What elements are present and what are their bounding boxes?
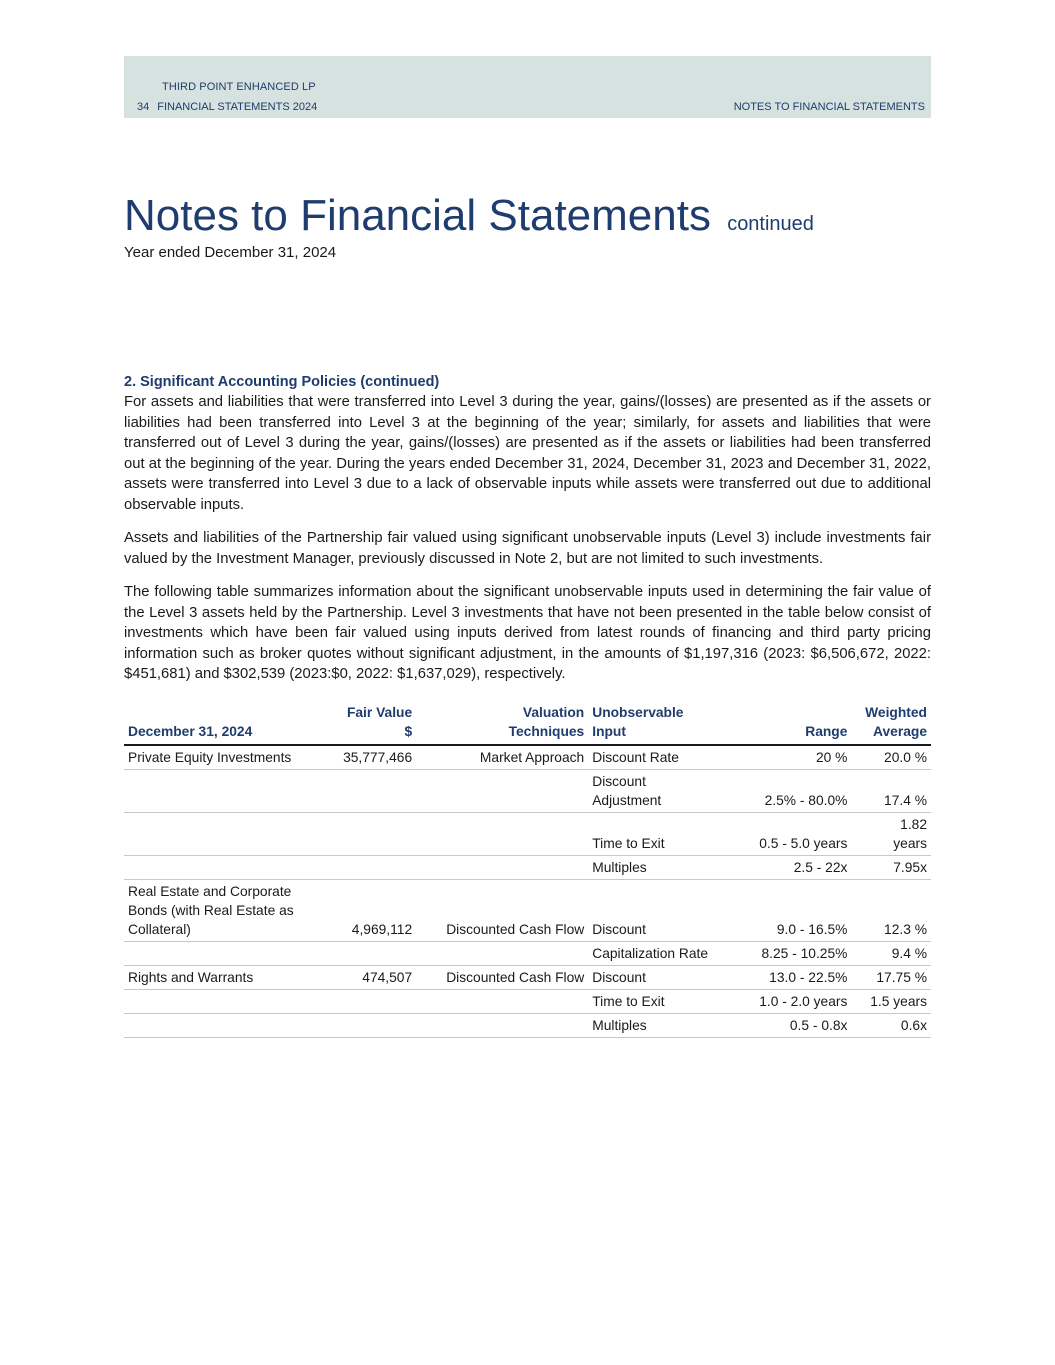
cell-unobservable-input: Discount Rate — [588, 745, 728, 770]
table-row — [124, 965, 931, 989]
section-heading: 2. Significant Accounting Policies (continued) — [124, 374, 440, 390]
cell-valuation-technique: Discounted Cash Flow — [416, 879, 588, 941]
cell-fair-value: 474,507 — [313, 965, 416, 989]
cell-unobservable-input: Discount Adjustment — [588, 769, 728, 812]
cell-fair-value — [313, 1013, 416, 1037]
column-header-valuation-techniques: Valuation Techniques — [416, 703, 588, 745]
cell-range: 0.5 - 0.8x — [728, 1013, 851, 1037]
cell-valuation-technique: Discounted Cash Flow — [416, 965, 588, 989]
cell-unobservable-input: Discount — [588, 965, 728, 989]
column-header-unobservable-input: Unobservable Input — [588, 703, 728, 745]
cell-range: 20 % — [728, 745, 851, 770]
unobservable-inputs-table — [124, 703, 931, 1038]
cell-range: 2.5% - 80.0% — [728, 769, 851, 812]
table-header-row — [124, 703, 931, 745]
cell-unobservable-input: Multiples — [588, 1013, 728, 1037]
cell-fair-value: 35,777,466 — [313, 745, 416, 770]
cell-unobservable-input: Capitalization Rate — [588, 941, 728, 965]
cell-weighted-average: 7.95x — [851, 855, 931, 879]
cell-range: 2.5 - 22x — [728, 855, 851, 879]
cell-weighted-average: 17.4 % — [851, 769, 931, 812]
header-company-name: THIRD POINT ENHANCED LP — [162, 81, 316, 93]
cell-fair-value — [313, 989, 416, 1013]
cell-fair-value — [313, 769, 416, 812]
header-page-info — [137, 101, 317, 113]
cell-weighted-average: 9.4 % — [851, 941, 931, 965]
table-row — [124, 812, 931, 855]
cell-valuation-technique — [416, 812, 588, 855]
cell-weighted-average: 17.75 % — [851, 965, 931, 989]
cell-unobservable-input: Multiples — [588, 855, 728, 879]
cell-asset-class — [124, 989, 313, 1013]
cell-asset-class — [124, 1013, 313, 1037]
paragraph-level3-transfers: For assets and liabilities that were transferred into Level 3 during the year, gains/(losses) are presented as if the assets or liabilities had been transferred into Level 3 at the beginning of the year; similarly, for assets and liabilities that were transferred out of Level 3 during the year, gains/(losses) are presented as if the assets or liabilities had been transferred out at the beginning of the year. During the years ended December 31, 2024, December 31, 2023 and December 31, 2022, assets were transferred into Level 3 due to a lack of observable inputs while assets were transferred out due to additional observable inputs. — [124, 394, 931, 513]
cell-valuation-technique — [416, 989, 588, 1013]
page-number: 34 — [137, 101, 150, 113]
cell-fair-value — [313, 855, 416, 879]
cell-weighted-average: 1.5 years — [851, 989, 931, 1013]
paragraph-level3-assets: Assets and liabilities of the Partnership fair valued using significant unobservable inputs (Level 3) include investments fair valued by the Investment Manager, previously discussed in Note 2, but are not limited to such investments. — [124, 530, 931, 567]
cell-asset-class — [124, 941, 313, 965]
header-report-name: FINANCIAL STATEMENTS 2024 — [157, 101, 318, 113]
table-row — [124, 745, 931, 770]
cell-unobservable-input: Time to Exit — [588, 989, 728, 1013]
cell-asset-class: Private Equity Investments — [124, 745, 313, 770]
table-row — [124, 855, 931, 879]
cell-range: 1.0 - 2.0 years — [728, 989, 851, 1013]
cell-unobservable-input: Discount — [588, 879, 728, 941]
cell-weighted-average: 20.0 % — [851, 745, 931, 770]
cell-range: 8.25 - 10.25% — [728, 941, 851, 965]
cell-fair-value: 4,969,112 — [313, 879, 416, 941]
table-row — [124, 941, 931, 965]
page-title — [124, 188, 814, 252]
column-header-weighted-average: Weighted Average — [851, 703, 931, 745]
cell-valuation-technique: Market Approach — [416, 745, 588, 770]
cell-fair-value — [313, 941, 416, 965]
page-header — [124, 56, 931, 118]
page-subtitle: Year ended December 31, 2024 — [124, 244, 337, 261]
cell-fair-value — [313, 812, 416, 855]
table-row — [124, 1013, 931, 1037]
table-row — [124, 769, 931, 812]
cell-asset-class: Rights and Warrants — [124, 965, 313, 989]
paragraph-table-summary: The following table summarizes information about the significant unobservable inputs used in determining the fair value of the Level 3 assets held by the Partnership. Level 3 investments that have not been presented in the table below consist of investments which have been fair valued using inputs derived from latest rounds of financing and third party pricing information such as broker quotes without significant adjustment, in the amounts of $1,197,316 (2023: $6,506,672, 2022: $451,681) and $302,539 (2023:$0, 2022: $1,637,029), respectively. — [124, 584, 931, 682]
cell-weighted-average: 1.82 years — [851, 812, 931, 855]
header-section-name: NOTES TO FINANCIAL STATEMENTS — [733, 101, 925, 113]
cell-asset-class — [124, 812, 313, 855]
table-row — [124, 989, 931, 1013]
cell-asset-class: Real Estate and Corporate Bonds (with Real Estate as Collateral) — [124, 879, 313, 941]
column-header-range: Range — [728, 703, 851, 745]
column-header-date: December 31, 2024 — [124, 703, 313, 745]
cell-weighted-average: 0.6x — [851, 1013, 931, 1037]
cell-valuation-technique — [416, 941, 588, 965]
page-title-main: Notes to Financial Statements — [124, 191, 711, 240]
column-header-fair-value: Fair Value $ — [313, 703, 416, 745]
cell-unobservable-input: Time to Exit — [588, 812, 728, 855]
cell-range: 0.5 - 5.0 years — [728, 812, 851, 855]
cell-asset-class — [124, 855, 313, 879]
main-content — [124, 372, 931, 1038]
cell-valuation-technique — [416, 1013, 588, 1037]
cell-asset-class — [124, 769, 313, 812]
cell-range: 9.0 - 16.5% — [728, 879, 851, 941]
cell-valuation-technique — [416, 769, 588, 812]
cell-valuation-technique — [416, 855, 588, 879]
cell-range: 13.0 - 22.5% — [728, 965, 851, 989]
page-title-continued: continued — [727, 213, 814, 235]
cell-weighted-average: 12.3 % — [851, 879, 931, 941]
table-row — [124, 879, 931, 941]
